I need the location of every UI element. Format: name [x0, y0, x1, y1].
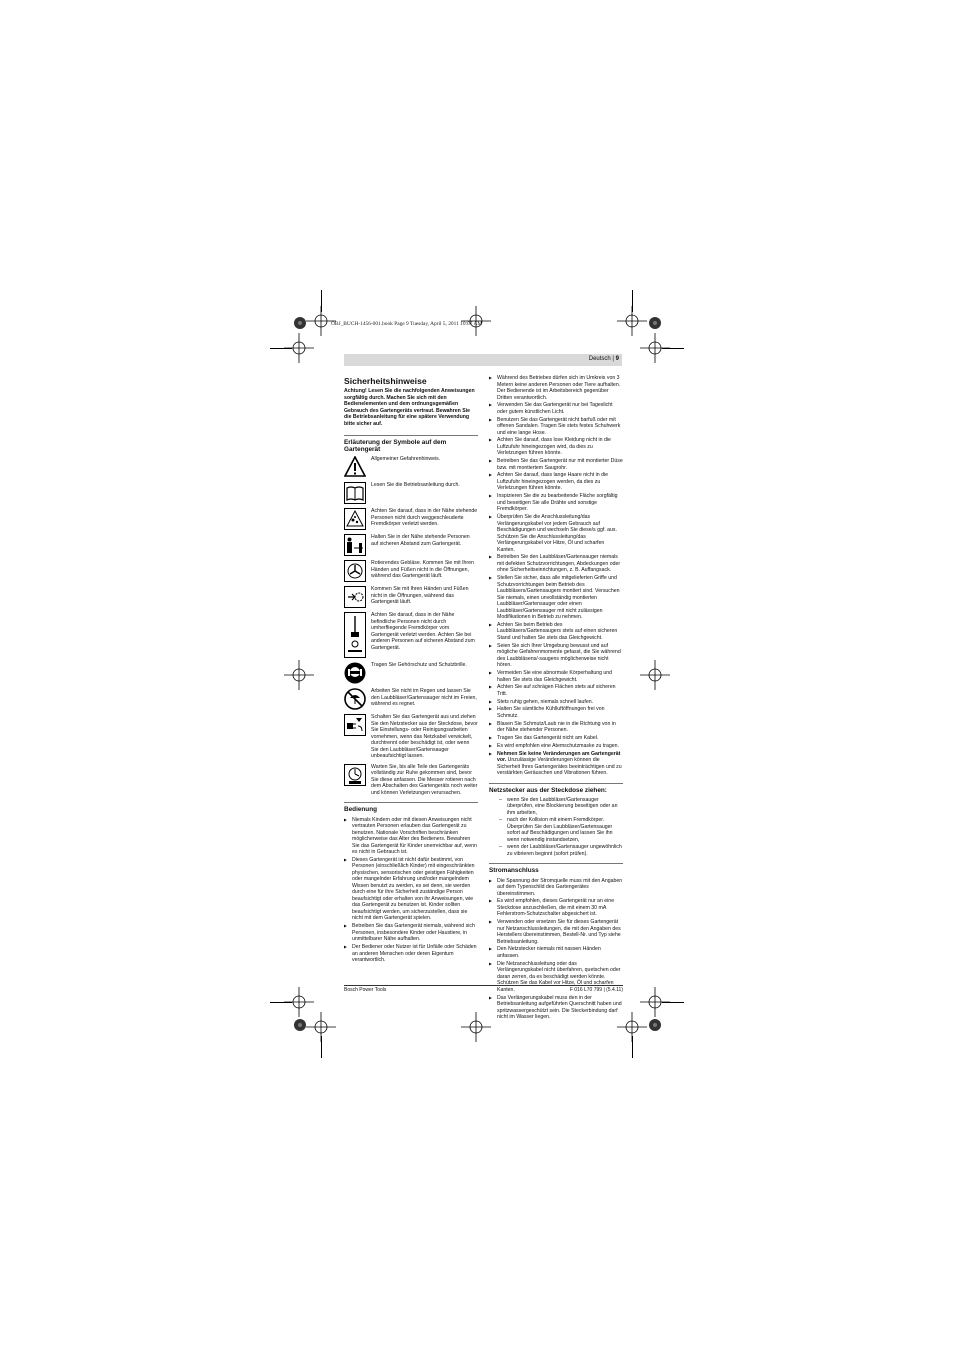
list-item: – nach der Kollision mit einem Fremdkörper. Überprüfen Sie den Laubbläser/Gartensauger sofort auf Beschädigungen und lassen Sie ihn wenn notwendig instandsetzen,	[489, 817, 623, 843]
crop-line	[632, 290, 633, 312]
list-item: ▶ Verwenden Sie das Gartengerät nur bei Tageslicht oder gutem künstlichen Licht.	[489, 402, 623, 415]
list-item: ▶ Seien Sie sich Ihrer Umgebung bewusst und auf mögliche Gefahrenmomente gefasst, die Sie während des Laubbläsens/-saugens möglicherweise nicht hören.	[489, 643, 623, 669]
print-slug: OBJ_BUCH-1456-001.book Page 9 Tuesday, April 5, 2011 10:07 AM	[331, 321, 483, 327]
hands-feet-openings-icon	[344, 586, 366, 608]
list-item: ▶ Vermeiden Sie eine abnormale Körperhaltung und halten Sie stets das Gleichgewicht.	[489, 670, 623, 683]
symbol-row	[344, 456, 478, 478]
plug-list	[489, 797, 623, 858]
symbol-text: Allgemeiner Gefahrenhinweis.	[371, 456, 441, 463]
bystander-debris-icon	[344, 612, 366, 658]
symbol-text: Rotierendes Gebläse. Kommen Sie mit Ihren Händen und Füßen nicht in die Öffnungen, während das Gartengerät läuft.	[371, 560, 474, 580]
intro-warning: Achtung! Lesen Sie die nachfolgenden Anweisungen sorgfältig durch. Machen Sie sich mit den Bedienelementen und dem ordnungsgemäßen Gebrauch des Gartengeräts vertraut. Bewahren Sie die Betriebsanleitung für eine spätere Verwendung bitte sicher auf.	[344, 388, 475, 427]
symbol-row	[344, 612, 478, 658]
crop-line	[321, 290, 322, 312]
list-item: ▶ Es wird empfohlen eine Atemschutzmaske zu tragen.	[489, 743, 623, 750]
symbol-row	[344, 764, 478, 797]
symbol-row	[344, 560, 478, 582]
list-item: ▶ Die Netzanschlussleitung oder das Verlängerungskabel nicht überfahren, quetschen oder daran zerren, da es beschädigt werden könnte. Schützen Sie das Kabel vor Hitze, Öl und scharfen Kanten.	[489, 961, 623, 994]
symbol-row	[344, 534, 478, 556]
plug-section	[489, 783, 623, 858]
list-item: ▶ Inspizieren Sie die zu bearbeitende Fläche sorgfältig und beseitigen Sie alle Drähte und sonstige Fremdkörper.	[489, 493, 623, 513]
symbol-row	[344, 662, 478, 684]
list-item: ▶ Das Verlängerungskabel muss den in der Betriebsanleitung aufgeführten Querschnitt haben und spritzwassergeschützt sein. Die Steckerbindung darf nicht im Wasser liegen.	[489, 995, 623, 1021]
symbol-text: Lesen Sie die Betriebsanleitung durch.	[371, 482, 460, 489]
footer-brand: Bosch Power Tools	[344, 987, 387, 993]
header-separator: |	[612, 356, 614, 362]
wait-stop-icon	[344, 764, 366, 786]
registration-dot	[294, 1019, 306, 1031]
no-rain-icon	[344, 688, 366, 710]
list-item: ▶ Der Bediener oder Nutzer ist für Unfälle oder Schäden an anderen Menschen oder deren Eigentum verantwortlich.	[344, 944, 478, 964]
keep-distance-icon	[344, 534, 366, 556]
symbol-text: Halten Sie in der Nähe stehende Personen auf sicheren Abstand zum Gartengerät.	[371, 534, 470, 547]
list-item: ▶ Niemals Kindern oder mit diesen Anweisungen nicht vertrauten Personen erlauben das Gartengerät zu benutzen. Nationale Vorschriften beschränken möglicherweise das Alter des Bedieners. Bewahren Sie das Gartengerät für Kinder unerreichbar auf, wenn es nicht in Gebrauch ist.	[344, 817, 478, 856]
list-item: ▶ Betreiben Sie das Gartengerät niemals, während sich Personen, insbesondere Kinder oder Haustiere, in unmittelbarer Nähe aufhalten.	[344, 923, 478, 943]
page-header-bar	[344, 354, 622, 366]
list-item: ▶ Betreiben Sie den Laubbläser/Gartensauger niemals mit defekten Schutzvorrichtungen, Abdeckungen oder ohne Sicherheitseinrichtungen, z. B. Auffangsack.	[489, 554, 623, 574]
ear-eye-protection-icon	[344, 662, 366, 684]
list-item	[489, 751, 623, 777]
crop-line	[270, 1002, 292, 1003]
symbol-text: Tragen Sie Gehörschutz und Schutzbrille.	[371, 662, 467, 669]
symbol-text: Warten Sie, bis alle Teile des Gartengeräts vollständig zur Ruhe gekommen sind, bevor Sie diese anfassen. Die Messer rotieren nach dem Abschalten des Gartengeräts noch weiter und können Verletzungen verursachen.	[371, 763, 478, 796]
crop-line	[662, 348, 684, 349]
operation-list	[344, 817, 478, 964]
power-heading: Stromanschluss	[489, 867, 539, 875]
crop-line	[632, 1036, 633, 1058]
header-language: Deutsch	[588, 356, 611, 362]
registration-dot	[294, 317, 306, 329]
page-number	[589, 356, 619, 362]
operation-section	[344, 802, 478, 963]
list-item: ▶ Tragen Sie das Gartengerät nicht am Kabel.	[489, 735, 623, 742]
section-title: Sicherheitshinweise	[344, 376, 427, 386]
list-item: ▶ Den Netzstecker niemals mit nassen Händen anfassen.	[489, 946, 623, 959]
list-item: ▶ Betreiben Sie das Gartengerät nur mit montierter Düse bzw. mit montiertem Saugrohr.	[489, 458, 623, 471]
page-footer	[344, 985, 623, 993]
unplug-icon	[344, 714, 366, 736]
rotating-fan-icon	[344, 560, 366, 582]
list-item: ▶ Verwenden oder ersetzen Sie für dieses Gartengerät nur Netzanschlussleitungen, die mit den Angaben des Herstellers übereinstimmen, Bestell-Nr. und Typ siehe Betriebsanleitung.	[489, 919, 623, 945]
list-item: – wenn Sie den Laubbläser/Gartensauger überprüfen, eine Blockierung beseitigen oder an ihm arbeiten,	[489, 797, 623, 817]
safety-bullet-list	[489, 375, 623, 777]
power-section	[489, 863, 623, 1020]
list-item: ▶ Halten Sie sämtliche Kühlluftöffnungen frei von Schmutz.	[489, 706, 623, 719]
bold-rest: Unzulässige Veränderungen können die Sicherheit Ihres Gartengerätes beeinträchtigen und zu verstärkten Geräuschen und Vibrationen führen.	[497, 757, 622, 777]
bold-lead: Nehmen Sie keine Veränderungen am Gartengerät vor.	[497, 750, 621, 764]
list-item: ▶ Blasen Sie Schmutz/Laub nie in die Richtung von in der Nähe stehender Personen.	[489, 721, 623, 734]
symbol-text: Achten Sie darauf, dass in der Nähe befindliche Personen nicht durch umherfliegende Fremdkörper vom Gartengerät verletzt werden. Achten Sie bei anderen Personen auf sicheren Abstand zum Gartengerät.	[371, 612, 475, 651]
symbol-row	[344, 586, 478, 608]
list-item: ▶ Dieses Gartengerät ist nicht dafür bestimmt, von Personen (einschließlich Kinder) mit eingeschränkten physischen, sensorischen oder geistigen Fähigkeiten oder mangelnder Erfahrung und/oder mangelndem Wissen benutzt zu werden, es sei denn, sie werden durch eine für ihre Sicherheit zuständige Person beaufsichtigt oder erhalten von ihr Anweisungen, wie das Gartengerät zu benutzen ist. Kinder sollten beaufsichtigt werden, um sicherzustellen, dass sie nicht mit dem Gartengerät spielen.	[344, 857, 478, 922]
crosshair-icon	[461, 1012, 491, 1042]
operation-heading: Bedienung	[344, 806, 378, 814]
footer-doc-number: F 016 L70 799 | (5.4.11)	[569, 987, 623, 993]
warning-triangle-icon	[344, 456, 366, 478]
crop-line	[321, 1036, 322, 1058]
list-item: ▶ Während des Betriebes dürfen sich im Umkreis von 3 Metern keine anderen Personen oder Tiere aufhalten. Der Bedienende ist im Arbeitsbereich gegenüber Dritten verantwortlich.	[489, 375, 623, 401]
crosshair-icon	[640, 660, 670, 690]
list-item: ▶ Stellen Sie sicher, dass alle mitgelieferten Griffe und Schutzvorrichtungen beim Betrieb des Laubbläsers/Gartensaugers montiert sind. Versuchen Sie niemals, einen unvollständig montierten Laubbläser/Gartensauger oder einen Laubbläser/Gartensauger mit nicht zulässigen Modifikationen in Betrieb zu nehmen.	[489, 575, 623, 621]
header-page: 9	[615, 356, 619, 362]
list-item: ▶ Achten Sie auf schrägen Flächen stets auf sicheren Tritt.	[489, 684, 623, 697]
power-list	[489, 878, 623, 1021]
symbol-row	[344, 508, 478, 530]
symbol-text: Achten Sie darauf, dass in der Nähe stehende Personen nicht durch weggeschleuderte Fremdkörper verletzt werden.	[371, 508, 478, 528]
list-item: ▶ Achten Sie darauf, dass lose Kleidung nicht in die Luftzufuhr hineingezogen wird, da dies zu Verletzungen führen könnte.	[489, 437, 623, 457]
left-column	[344, 376, 478, 965]
registration-dot	[649, 1019, 661, 1031]
symbol-row	[344, 714, 478, 760]
symbol-text: Kommen Sie mit Ihren Händen und Füßen nicht in die Öffnungen, während das Gartengerät läuft.	[371, 586, 469, 606]
symbol-row	[344, 688, 478, 710]
symbols-heading: Erläuterung der Symbole auf dem Gartengerät	[344, 439, 447, 454]
crop-line	[270, 348, 292, 349]
right-column	[489, 375, 623, 1022]
crop-line	[662, 1002, 684, 1003]
symbol-text: Schalten Sie das Gartengerät aus und ziehen Sie den Netzstecker aus der Steckdose, bevor Sie Einstellungs- oder Reinigungsarbeiten vornehmen, wenn das Netzkabel verwickelt, durchtrennt oder beschädigt ist, oder wenn Sie den Laubbläser/Gartensauger unbeaufsichtigt lassen.	[371, 714, 478, 760]
registration-dot	[649, 317, 661, 329]
list-item: ▶ Überprüfen Sie die Anschlussleitung/das Verlängerungskabel vor jedem Gebrauch auf Beschädigungen und wechseln Sie diese/s ggf. aus. Schützen Sie die Anschlussleitung/das Verlängerungskabel vor Hitze, Öl und scharfen Kanten.	[489, 514, 623, 553]
list-item: ▶ Achten Sie beim Betrieb des Laubbläsers/Gartensaugers stets auf einen sicheren Stand und halten Sie stets das Gleichgewicht.	[489, 622, 623, 642]
list-item: – wenn der Laubbläser/Gartensauger ungewöhnlich zu vibrieren beginnt (sofort prüfen).	[489, 844, 623, 857]
list-item: ▶ Achten Sie darauf, dass lange Haare nicht in die Luftzufuhr hineingezogen werden, da dies zu Verletzungen führen könnte.	[489, 472, 623, 492]
symbols-section	[344, 435, 478, 796]
list-item: ▶ Die Spannung der Stromquelle muss mit den Angaben auf dem Typenschild des Gartengerätes übereinstimmen.	[489, 878, 623, 898]
read-manual-icon	[344, 482, 366, 504]
symbol-row	[344, 482, 478, 504]
symbol-text: Arbeiten Sie nicht im Regen und lassen Sie den Laubbläser/Gartensauger nicht im Freien, während es regnet.	[371, 688, 477, 708]
list-item: ▶ Es wird empfohlen, dieses Gartengerät nur an eine Steckdose anzuschließen, die mit einem 30 mA Fehlerstrom-Schutzschalter abgesichert ist.	[489, 898, 623, 918]
flying-debris-icon	[344, 508, 366, 530]
crosshair-icon	[284, 660, 314, 690]
list-item: ▶ Benutzen Sie das Gartengerät nicht barfuß oder mit offenen Sandalen. Tragen Sie stets festes Schuhwerk und eine lange Hose.	[489, 417, 623, 437]
plug-heading: Netzstecker aus der Steckdose ziehen:	[489, 786, 607, 794]
list-item: ▶ Stets ruhig gehen, niemals schnell laufen.	[489, 699, 623, 706]
